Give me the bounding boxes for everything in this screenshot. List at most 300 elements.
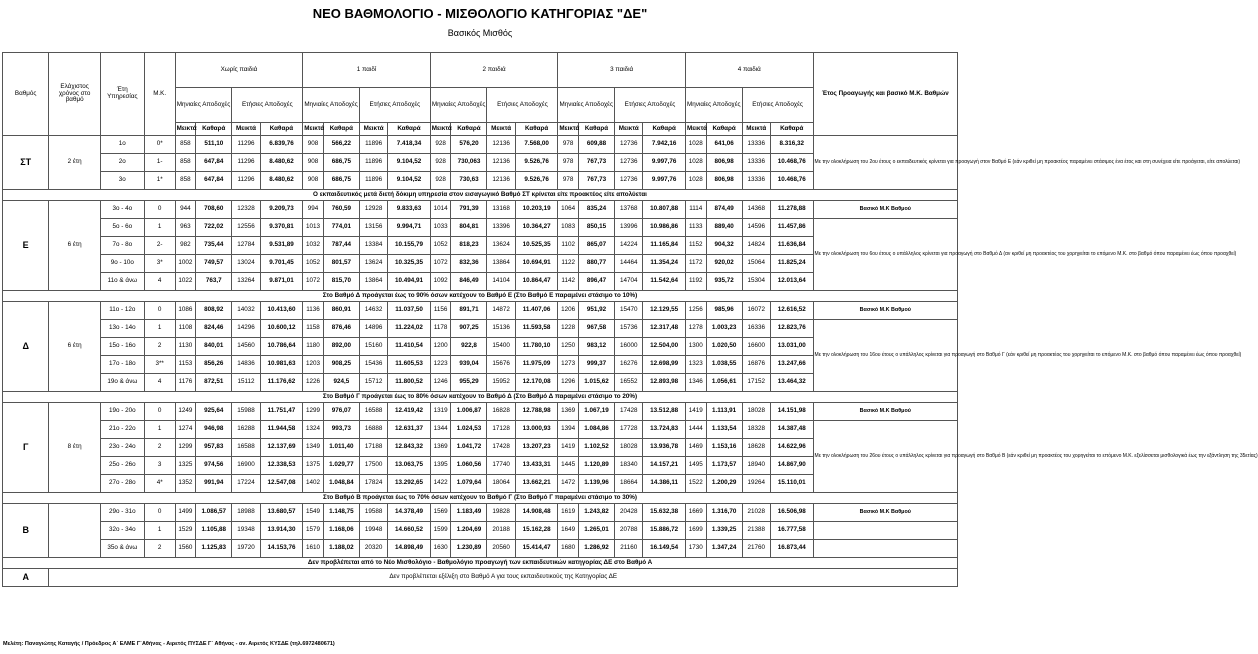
grade-cell: Δ	[3, 302, 49, 392]
value-cell: 8.480,62	[260, 172, 303, 190]
value-cell: 1402	[303, 475, 324, 493]
gross-header: Μεικτά	[487, 123, 515, 136]
value-cell: 935,72	[706, 273, 742, 291]
value-cell: 14368	[742, 201, 770, 219]
value-cell: 19588	[359, 504, 387, 522]
value-cell: 13168	[487, 201, 515, 219]
banner-text: Στο Βαθμό Β προάγεται έως το 70% όσων κατέχουν το Βαθμό Γ (Στο Βαθμό Γ παραμένει στάσιμο το 30%)	[3, 493, 958, 504]
value-cell: 1273	[558, 356, 579, 374]
annual-header: Ετήσιες Αποδοχές	[742, 88, 813, 123]
years-cell: 11ο & άνω	[100, 273, 144, 291]
value-cell: 14224	[615, 237, 643, 255]
value-cell: 13.000,93	[515, 421, 558, 439]
value-cell: 1.067,19	[578, 403, 614, 421]
value-cell: 15.110,01	[770, 475, 813, 493]
value-cell: 1469	[685, 439, 706, 457]
value-cell: 1.153,16	[706, 439, 742, 457]
value-cell: 1560	[175, 540, 196, 558]
value-cell: 1.120,89	[578, 457, 614, 475]
value-cell: 15.162,28	[515, 522, 558, 540]
value-cell: 11296	[232, 172, 260, 190]
mk-cell: 0	[144, 201, 175, 219]
value-cell: 1499	[175, 504, 196, 522]
value-cell: 1.006,87	[451, 403, 487, 421]
value-cell: 730,63	[451, 172, 487, 190]
years-cell: 35ο & άνω	[100, 540, 144, 558]
value-cell: 14824	[742, 237, 770, 255]
value-cell: 708,60	[196, 201, 232, 219]
value-cell: 1.173,57	[706, 457, 742, 475]
value-cell: 17428	[487, 439, 515, 457]
value-cell: 16.506,98	[770, 504, 813, 522]
value-cell: 11.407,06	[515, 302, 558, 320]
value-cell: 1246	[430, 374, 451, 392]
mk-cell: 2	[144, 439, 175, 457]
value-cell: 1.347,24	[706, 540, 742, 558]
years-cell: 29ο - 31ο	[100, 504, 144, 522]
min-years-cell: 6 έτη	[49, 201, 101, 291]
value-cell: 12.170,08	[515, 374, 558, 392]
value-cell: 791,39	[451, 201, 487, 219]
value-cell: 14464	[615, 255, 643, 273]
value-cell: 1.020,50	[706, 338, 742, 356]
value-cell: 1472	[558, 475, 579, 493]
value-cell: 1324	[303, 421, 324, 439]
value-cell: 1192	[685, 273, 706, 291]
value-cell: 7.568,00	[515, 136, 558, 154]
value-cell: 1.204,69	[451, 522, 487, 540]
value-cell: 982	[175, 237, 196, 255]
value-cell: 1022	[175, 273, 196, 291]
value-cell: 850,15	[578, 219, 614, 237]
value-cell: 15712	[359, 374, 387, 392]
value-cell: 18988	[232, 504, 260, 522]
gross-header: Μεικτά	[303, 123, 324, 136]
value-cell: 1444	[685, 421, 706, 439]
mk-cell: 2	[144, 338, 175, 356]
value-cell: 835,24	[578, 201, 614, 219]
value-cell: 928	[430, 136, 451, 154]
value-cell: 880,77	[578, 255, 614, 273]
value-cell: 1203	[303, 356, 324, 374]
grade-cell: Γ	[3, 403, 49, 493]
value-cell: 12.317,48	[643, 320, 686, 338]
value-cell: 1529	[175, 522, 196, 540]
value-cell: 15736	[615, 320, 643, 338]
value-cell: 10.325,35	[388, 255, 431, 273]
monthly-header: Μηνιαίες Αποδοχές	[175, 88, 232, 123]
value-cell: 16072	[742, 302, 770, 320]
table-row	[3, 540, 958, 558]
gross-header: Μεικτά	[615, 123, 643, 136]
value-cell: 12556	[232, 219, 260, 237]
years-cell: 27ο - 28ο	[100, 475, 144, 493]
value-cell: 15676	[487, 356, 515, 374]
years-cell: 32ο - 34ο	[100, 522, 144, 540]
value-cell: 767,73	[578, 154, 614, 172]
value-cell: 1299	[175, 439, 196, 457]
value-cell: 15136	[487, 320, 515, 338]
value-cell: 922,8	[451, 338, 487, 356]
value-cell: 974,56	[196, 457, 232, 475]
value-cell: 9.104,52	[388, 172, 431, 190]
value-cell: 10.600,12	[260, 320, 303, 338]
value-cell: 17188	[359, 439, 387, 457]
value-cell: 19348	[232, 522, 260, 540]
promotion-note: Με την ολοκλήρωση του 2ου έτους ο εκπαιδευτικός κρίνεται για προαγωγή στον Βαθμό Ε (εάν κριθεί μη προακτέος παραμένει στάσιμος ένα έτος και στη συνέχεια είτε προάγεται, είτε απολύεται)	[813, 136, 957, 190]
years-cell: 25ο - 26ο	[100, 457, 144, 475]
value-cell: 9.370,81	[260, 219, 303, 237]
value-cell: 1226	[303, 374, 324, 392]
value-cell: 1013	[303, 219, 324, 237]
value-cell: 1422	[430, 475, 451, 493]
value-cell: 9.994,71	[388, 219, 431, 237]
value-cell: 818,23	[451, 237, 487, 255]
banner-row	[3, 392, 958, 403]
value-cell: 1249	[175, 403, 196, 421]
value-cell: 1569	[430, 504, 451, 522]
value-cell: 12136	[487, 172, 515, 190]
value-cell: 16288	[232, 421, 260, 439]
net-header: Καθαρά	[451, 123, 487, 136]
gross-header: Μεικτά	[558, 123, 579, 136]
value-cell: 11.751,47	[260, 403, 303, 421]
value-cell: 1072	[303, 273, 324, 291]
value-cell: 1522	[685, 475, 706, 493]
value-cell: 1033	[430, 219, 451, 237]
value-cell: 15304	[742, 273, 770, 291]
value-cell: 15160	[359, 338, 387, 356]
annual-header: Ετήσιες Αποδοχές	[232, 88, 303, 123]
value-cell: 908	[303, 172, 324, 190]
value-cell: 999,37	[578, 356, 614, 374]
value-cell: 12784	[232, 237, 260, 255]
value-cell: 13624	[359, 255, 387, 273]
mk-cell: 1	[144, 522, 175, 540]
annual-header: Ετήσιες Αποδοχές	[359, 88, 430, 123]
value-cell: 957,83	[196, 439, 232, 457]
value-cell: 11.593,58	[515, 320, 558, 338]
value-cell: 856,26	[196, 356, 232, 374]
value-cell: 967,58	[578, 320, 614, 338]
value-cell: 15952	[487, 374, 515, 392]
value-cell: 12136	[487, 136, 515, 154]
value-cell: 10.468,76	[770, 154, 813, 172]
value-cell: 13384	[359, 237, 387, 255]
value-cell: 19720	[232, 540, 260, 558]
col-header-bathmos: Βαθμός	[3, 53, 49, 136]
value-cell: 15436	[359, 356, 387, 374]
value-cell: 9.871,01	[260, 273, 303, 291]
value-cell: 12736	[615, 172, 643, 190]
col-header-min-years: Ελάχιστος χρόνος στο βαθμό	[49, 53, 101, 136]
value-cell: 14.153,76	[260, 540, 303, 558]
value-cell: 11.542,64	[643, 273, 686, 291]
value-cell: 860,91	[323, 302, 359, 320]
value-cell: 1352	[175, 475, 196, 493]
value-cell: 1.038,55	[706, 356, 742, 374]
banner-text: Στο Βαθμό Δ προάγεται έως το 90% όσων κατέχουν το Βαθμό Ε (Στο Βαθμό Ε παραμένει στάσιμο το 10%)	[3, 291, 958, 302]
value-cell: 12.893,98	[643, 374, 686, 392]
value-cell: 944	[175, 201, 196, 219]
value-cell: 11296	[232, 136, 260, 154]
value-cell: 985,96	[706, 302, 742, 320]
value-cell: 21760	[742, 540, 770, 558]
value-cell: 18664	[615, 475, 643, 493]
value-cell: 1.086,57	[196, 504, 232, 522]
value-cell: 14104	[487, 273, 515, 291]
value-cell: 10.986,86	[643, 219, 686, 237]
net-header: Καθαρά	[260, 123, 303, 136]
value-cell: 1299	[303, 403, 324, 421]
value-cell: 1610	[303, 540, 324, 558]
value-cell: 1.003,23	[706, 320, 742, 338]
value-cell: 11896	[359, 154, 387, 172]
value-cell: 19264	[742, 475, 770, 493]
value-cell: 12.013,64	[770, 273, 813, 291]
gross-header: Μεικτά	[742, 123, 770, 136]
value-cell: 9.104,52	[388, 154, 431, 172]
value-cell: 10.786,64	[260, 338, 303, 356]
value-cell: 1.113,91	[706, 403, 742, 421]
grade-cell: Α	[3, 569, 49, 587]
value-cell: 14.386,11	[643, 475, 686, 493]
value-cell: 14.660,52	[388, 522, 431, 540]
value-cell: 12.616,52	[770, 302, 813, 320]
value-cell: 10.694,91	[515, 255, 558, 273]
value-cell: 16276	[615, 356, 643, 374]
years-cell: 7ο - 8ο	[100, 237, 144, 255]
promotion-note: Με την ολοκλήρωση του 6ου έτους ο υπάλληλος κρίνεται για προαγωγή στο Βαθμό Δ (αν κριθεί μη προακτέος του χορηγείται το επόμενο Μ.Κ. στο βαθμό όπου παραμένει έως όπου προαχθεί)	[813, 219, 957, 291]
value-cell: 904,32	[706, 237, 742, 255]
value-cell: 11.800,52	[388, 374, 431, 392]
value-cell: 14.898,49	[388, 540, 431, 558]
value-cell: 13.662,21	[515, 475, 558, 493]
value-cell: 13.292,65	[388, 475, 431, 493]
value-cell: 9.526,76	[515, 172, 558, 190]
value-cell: 924,5	[323, 374, 359, 392]
value-cell: 11.944,58	[260, 421, 303, 439]
value-cell: 10.203,19	[515, 201, 558, 219]
value-cell: 1394	[558, 421, 579, 439]
value-cell: 993,73	[323, 421, 359, 439]
value-cell: 19948	[359, 522, 387, 540]
value-cell: 808,92	[196, 302, 232, 320]
table-row	[3, 403, 958, 421]
group-header: Χωρίς παιδιά	[175, 53, 303, 88]
value-cell: 978	[558, 136, 579, 154]
value-cell: 13996	[615, 219, 643, 237]
value-cell: 1228	[558, 320, 579, 338]
value-cell: 907,25	[451, 320, 487, 338]
value-cell: 1083	[558, 219, 579, 237]
value-cell: 1.029,77	[323, 457, 359, 475]
value-cell: 511,10	[196, 136, 232, 154]
years-cell: 11ο - 12ο	[100, 302, 144, 320]
value-cell: 787,44	[323, 237, 359, 255]
value-cell: 18028	[615, 439, 643, 457]
table-row	[3, 569, 958, 587]
value-cell: 1250	[558, 338, 579, 356]
table-row	[3, 219, 958, 237]
value-cell: 686,75	[323, 172, 359, 190]
value-cell: 1108	[175, 320, 196, 338]
value-cell: 16.149,54	[643, 540, 686, 558]
mk-cell: 2	[144, 540, 175, 558]
value-cell: 10.155,79	[388, 237, 431, 255]
value-cell: 1.133,54	[706, 421, 742, 439]
value-cell: 767,73	[578, 172, 614, 190]
value-cell: 1142	[558, 273, 579, 291]
value-cell: 13156	[359, 219, 387, 237]
mk-cell: 1	[144, 421, 175, 439]
value-cell: 804,81	[451, 219, 487, 237]
value-cell: 15112	[232, 374, 260, 392]
col-header-promotion: Έτος Προαγωγής και βασικό Μ.Κ. Βαθμών	[813, 53, 957, 136]
value-cell: 946,98	[196, 421, 232, 439]
value-cell: 1.102,52	[578, 439, 614, 457]
value-cell: 641,06	[706, 136, 742, 154]
value-cell: 1669	[685, 504, 706, 522]
years-cell: 5ο - 6ο	[100, 219, 144, 237]
value-cell: 11.825,24	[770, 255, 813, 273]
value-cell: 928	[430, 154, 451, 172]
mk-cell: 4*	[144, 475, 175, 493]
value-cell: 11.410,54	[388, 338, 431, 356]
value-cell: 1014	[430, 201, 451, 219]
banner-text: Ο εκπαιδευτικός μετά διετή δόκιμη υπηρεσία στον εισαγωγικό Βαθμό ΣΤ κρίνεται είτε προακτέος είτε απολύεται	[3, 190, 958, 201]
mk-cell: 0*	[144, 136, 175, 154]
value-cell: 976,07	[323, 403, 359, 421]
value-cell: 1.183,49	[451, 504, 487, 522]
page-subtitle: Βασικός Μισθός	[447, 28, 513, 38]
value-cell: 1152	[685, 237, 706, 255]
value-cell: 1.015,62	[578, 374, 614, 392]
empty-note	[813, 522, 957, 540]
value-cell: 1699	[685, 522, 706, 540]
value-cell: 17128	[487, 421, 515, 439]
value-cell: 16600	[742, 338, 770, 356]
years-cell: 1ο	[100, 136, 144, 154]
value-cell: 18064	[487, 475, 515, 493]
value-cell: 1092	[430, 273, 451, 291]
value-cell: 21028	[742, 504, 770, 522]
header-row	[3, 53, 958, 88]
mk-cell: 3**	[144, 356, 175, 374]
value-cell: 17824	[359, 475, 387, 493]
value-cell: 858	[175, 172, 196, 190]
value-cell: 11.605,53	[388, 356, 431, 374]
value-cell: 8.316,32	[770, 136, 813, 154]
value-cell: 14.908,48	[515, 504, 558, 522]
value-cell: 1.056,61	[706, 374, 742, 392]
value-cell: 1158	[303, 320, 324, 338]
value-cell: 1419	[685, 403, 706, 421]
gross-header: Μεικτά	[430, 123, 451, 136]
value-cell: 9.531,89	[260, 237, 303, 255]
value-cell: 9.997,76	[643, 172, 686, 190]
value-cell: 963	[175, 219, 196, 237]
value-cell: 1028	[685, 136, 706, 154]
years-cell: 3ο - 4ο	[100, 201, 144, 219]
value-cell: 12.419,42	[388, 403, 431, 421]
value-cell: 1375	[303, 457, 324, 475]
value-cell: 858	[175, 154, 196, 172]
monthly-header: Μηνιαίες Αποδοχές	[685, 88, 742, 123]
base-mk-note: Βασικό Μ.Κ Βαθμού	[813, 504, 957, 522]
value-cell: 1730	[685, 540, 706, 558]
value-cell: 865,07	[578, 237, 614, 255]
value-cell: 10.525,35	[515, 237, 558, 255]
value-cell: 609,88	[578, 136, 614, 154]
value-cell: 6.839,76	[260, 136, 303, 154]
value-cell: 1369	[430, 439, 451, 457]
value-cell: 889,40	[706, 219, 742, 237]
value-cell: 20188	[487, 522, 515, 540]
value-cell: 16.777,58	[770, 522, 813, 540]
table-row	[3, 504, 958, 522]
value-cell: 1.316,70	[706, 504, 742, 522]
value-cell: 939,04	[451, 356, 487, 374]
value-cell: 1136	[303, 302, 324, 320]
value-cell: 1.060,56	[451, 457, 487, 475]
value-cell: 1.048,84	[323, 475, 359, 493]
gross-header: Μεικτά	[175, 123, 196, 136]
net-header: Καθαρά	[196, 123, 232, 136]
table-row	[3, 201, 958, 219]
value-cell: 1495	[685, 457, 706, 475]
value-cell: 11.165,84	[643, 237, 686, 255]
value-cell: 16552	[615, 374, 643, 392]
value-cell: 13.464,32	[770, 374, 813, 392]
value-cell: 14896	[359, 320, 387, 338]
value-cell: 978	[558, 172, 579, 190]
value-cell: 10.807,88	[643, 201, 686, 219]
value-cell: 11.457,86	[770, 219, 813, 237]
value-cell: 14.378,49	[388, 504, 431, 522]
value-cell: 647,84	[196, 154, 232, 172]
value-cell: 13.512,88	[643, 403, 686, 421]
net-header: Καθαρά	[706, 123, 742, 136]
value-cell: 858	[175, 136, 196, 154]
value-cell: 13864	[487, 255, 515, 273]
value-cell: 12.547,08	[260, 475, 303, 493]
value-cell: 1.148,75	[323, 504, 359, 522]
value-cell: 1349	[303, 439, 324, 457]
value-cell: 686,75	[323, 154, 359, 172]
value-cell: 12.137,69	[260, 439, 303, 457]
value-cell: 12928	[359, 201, 387, 219]
value-cell: 760,59	[323, 201, 359, 219]
value-cell: 18340	[615, 457, 643, 475]
value-cell: 1180	[303, 338, 324, 356]
value-cell: 12.338,53	[260, 457, 303, 475]
monthly-header: Μηνιαίες Αποδοχές	[558, 88, 615, 123]
value-cell: 730,063	[451, 154, 487, 172]
value-cell: 12.129,55	[643, 302, 686, 320]
col-header-mk: Μ.Κ.	[144, 53, 175, 136]
value-cell: 928	[430, 172, 451, 190]
value-cell: 11.224,02	[388, 320, 431, 338]
value-cell: 17728	[615, 421, 643, 439]
value-cell: 13.914,30	[260, 522, 303, 540]
value-cell: 21160	[615, 540, 643, 558]
value-cell: 16888	[359, 421, 387, 439]
value-cell: 1.200,29	[706, 475, 742, 493]
value-cell: 10.364,27	[515, 219, 558, 237]
value-cell: 1278	[685, 320, 706, 338]
value-cell: 908	[303, 154, 324, 172]
